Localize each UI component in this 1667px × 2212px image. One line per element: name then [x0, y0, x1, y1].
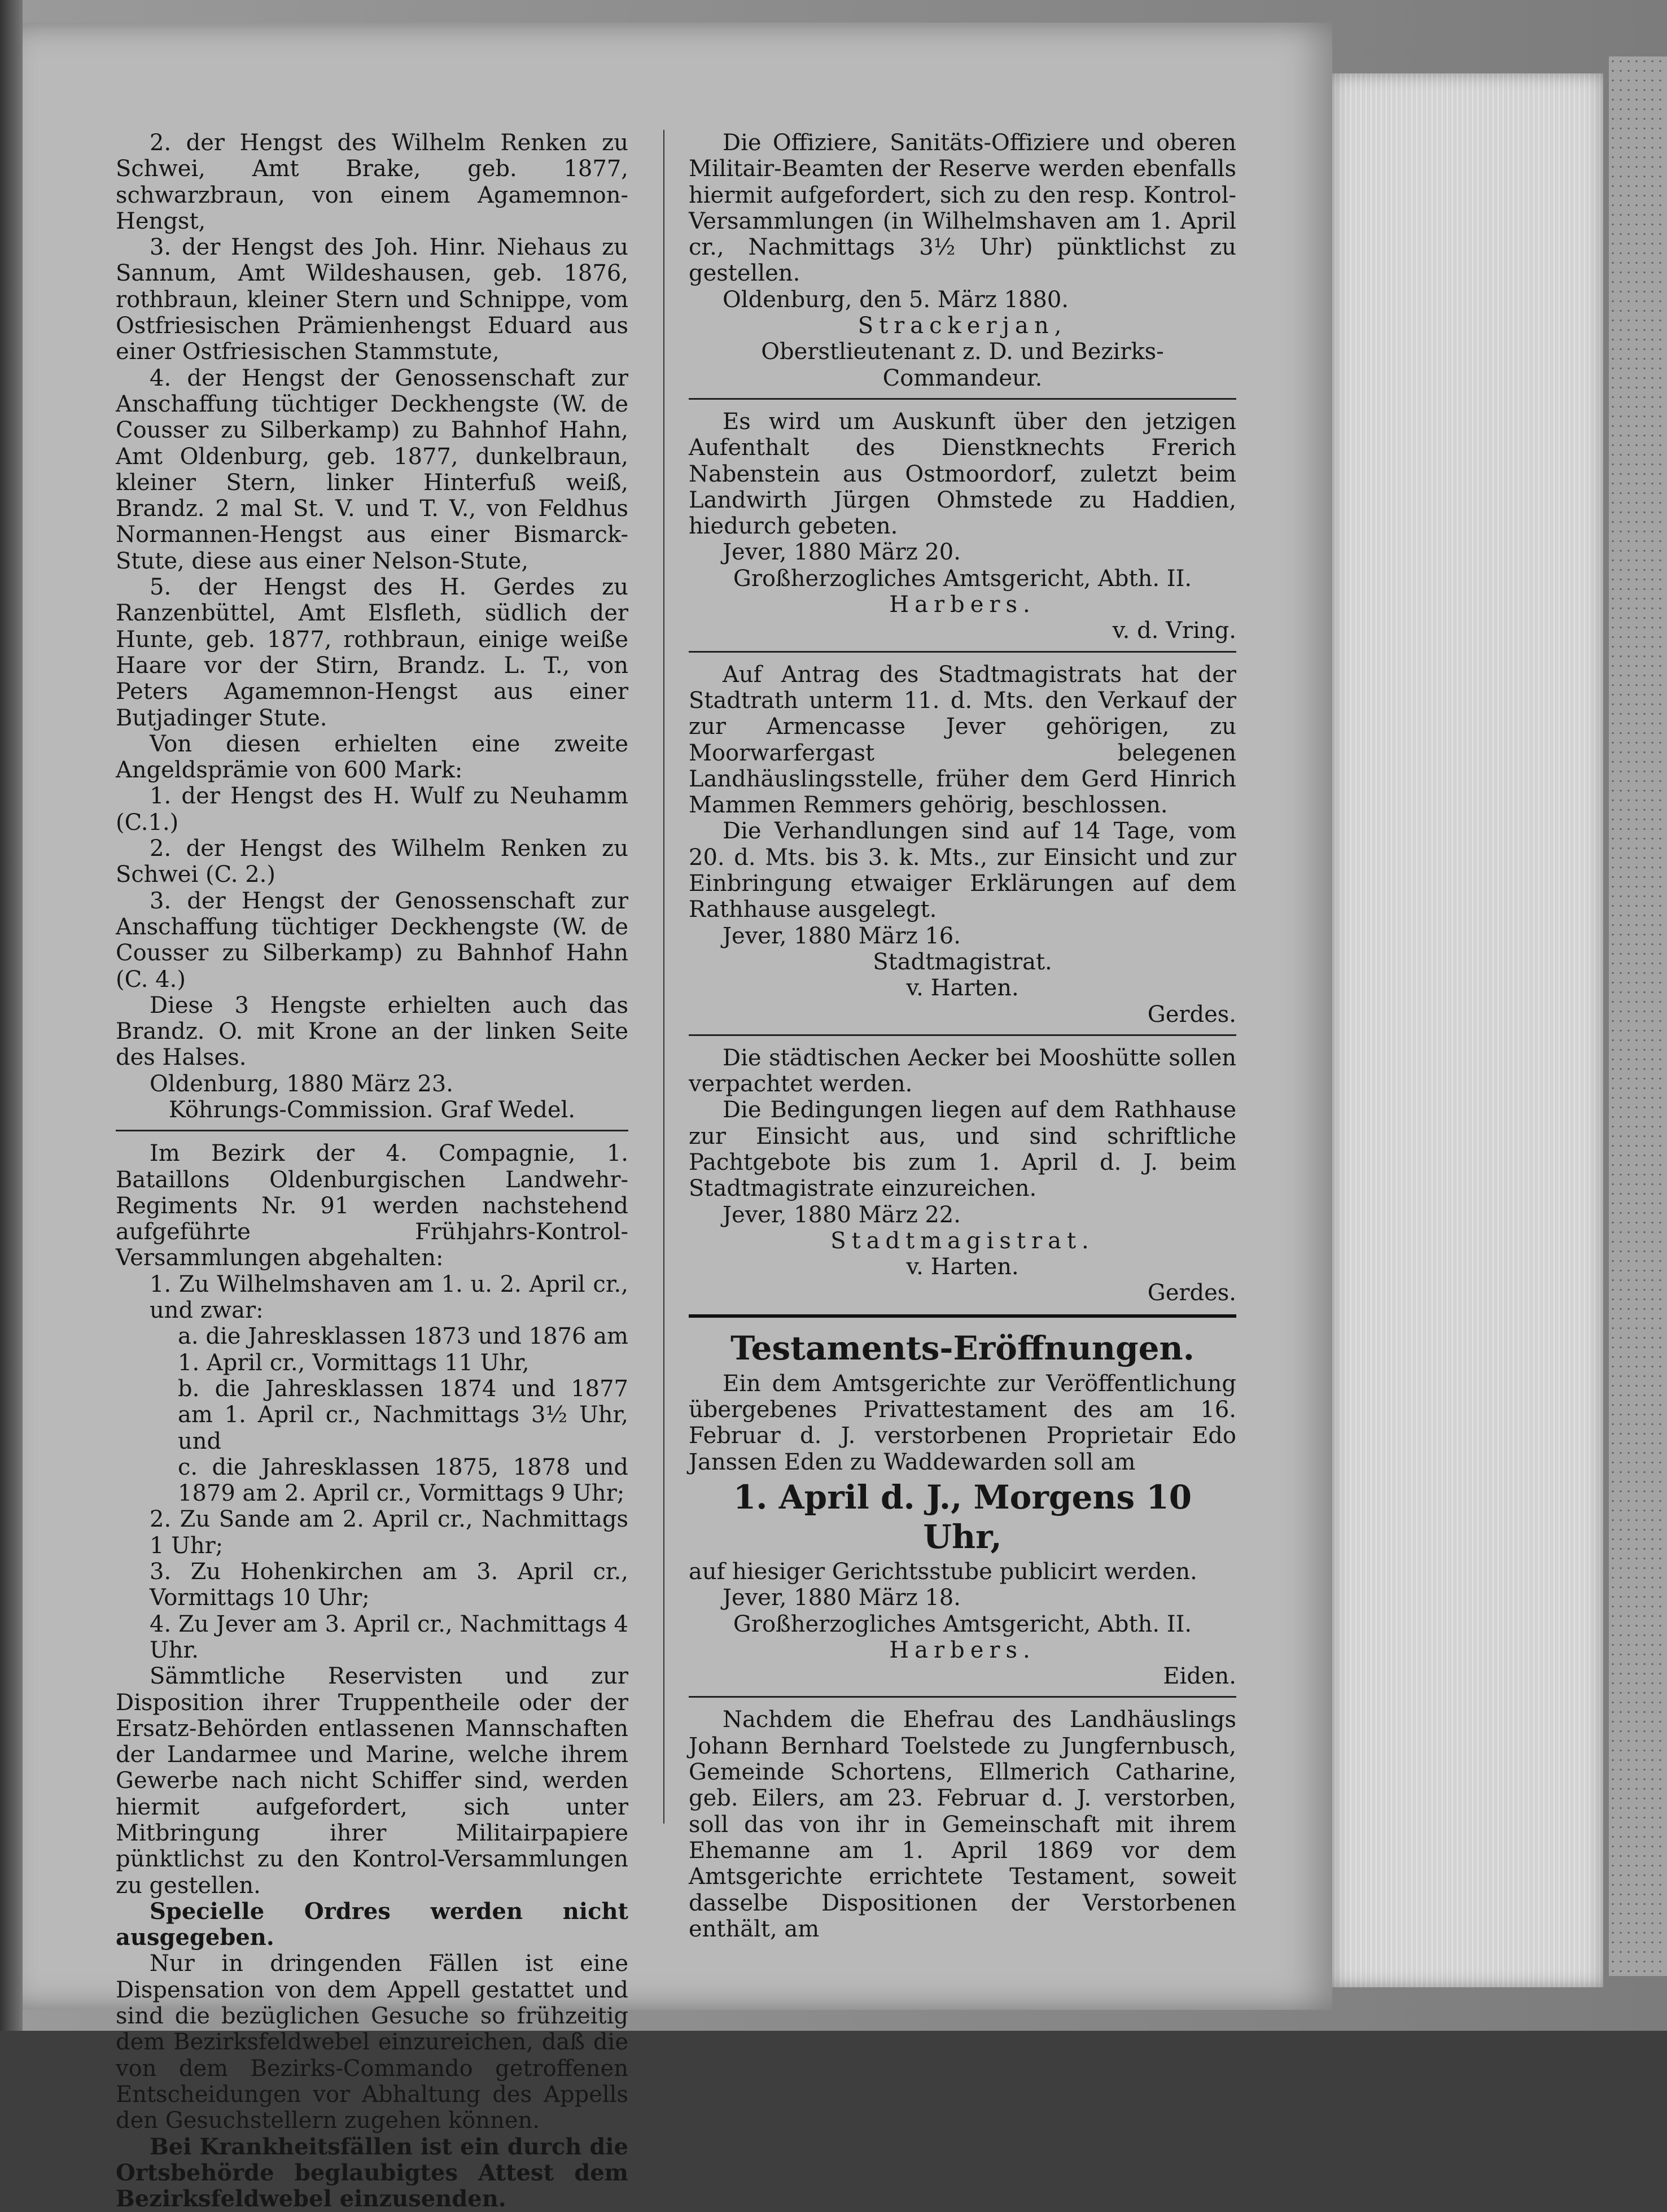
date-line: Jever, 1880 März 18.: [723, 1585, 961, 1611]
divider: [689, 398, 1236, 400]
paragraph: 5. der Hengst des H. Gerdes zu Ranzenbüttel, Amt Elsfleth, südlich der Hunte, geb. 1877, rothbraun, einige weiße Haare vor der Stirn, Brandz. L. T., von Peters Agamemnon-Hengst aus einer Butjadinger Stute.: [116, 574, 628, 731]
paragraph: 2. der Hengst des Wilhelm Renken zu Schwei (C. 2.): [116, 836, 628, 888]
divider: [689, 1696, 1236, 1698]
highlight-date: 1. April d. J., Morgens 10 Uhr,: [733, 1477, 1192, 1556]
book-cover-edge: [1609, 56, 1667, 1976]
divider: [689, 651, 1236, 653]
authority: Stadtmagistrat.: [873, 948, 1052, 975]
list-item: 1. Zu Wilhelmshaven am 1. u. 2. April cr., und zwar:: [150, 1271, 628, 1324]
paragraph: Nachdem die Ehefrau des Landhäuslings Johann Bernhard Toelstede zu Jungfernbusch, Gemeinde Schortens, Ellmerich Catharine, geb. Eilers, am 23. Februar d. J. verstorben, soll das von ihr in Gemeinschaft mit ihrem Ehemanne am 1. April 1869 vor dem Amtsgerichte errichtete Testament, soweit dasselbe Dispositionen der Verstorbenen enthält, am: [689, 1707, 1236, 1942]
signature: Gerdes.: [1147, 1280, 1236, 1306]
signature: Eiden.: [1163, 1663, 1236, 1690]
paragraph: 3. der Hengst des Joh. Hinr. Niehaus zu Sannum, Amt Wildeshausen, geb. 1876, rothbraun, kleiner Stern und Schnippe, vom Ostfriesischen Prämienhengst Eduard aus einer Ostfriesischen Stammstute,: [116, 234, 628, 365]
signature: Köhrungs-Commission. Graf Wedel.: [168, 1096, 576, 1123]
date-line: Oldenburg, 1880 März 23.: [150, 1070, 453, 1097]
authority: Stadtmagistrat.: [830, 1227, 1095, 1254]
paragraph: Die Verhandlungen sind auf 14 Tage, vom 20. d. Mts. bis 3. k. Mts., zur Einsicht und zur Einbringung etwaiger Erklärungen auf dem Rathhause ausgelegt.: [689, 818, 1236, 923]
paragraph: Nur in dringenden Fällen ist eine Dispensation von dem Appell gestattet und sind die bezüglichen Gesuche so frühzeitig dem Bezirksfeldwebel einzureichen, daß die von dem Bezirks-Commando getroffenen Entscheidungen vor Abhaltung des Appells den Gesuchstellern zugehen können.: [116, 1951, 628, 2134]
paragraph: Sämmtliche Reservisten und zur Disposition ihrer Truppentheile oder der Ersatz-Behörden entlassenen Mannschaften der Landarmee und Marine, welche ihrem Gewerbe nach nicht Schiffer sind, werden hiermit aufgefordert, sich unter Mitbringung ihrer Militairpapiere pünktlichst zu den Kontrol-Versammlungen zu gestellen.: [116, 1663, 628, 1899]
divider: [689, 1034, 1236, 1036]
paragraph: Im Bezirk der 4. Compagnie, 1. Bataillons Oldenburgischen Landwehr-Regiments Nr. 91 werden nachstehend aufgeführte Frühjahrs-Kontrol-Versammlungen abgehalten:: [116, 1140, 628, 1271]
paragraph: 3. der Hengst der Genossenschaft zur Anschaffung tüchtiger Deckhengste (W. de Cousser zu Silberkamp) zu Bahnhof Hahn (C. 4.): [116, 888, 628, 993]
section-heading: Testaments-Eröffnungen.: [730, 1328, 1195, 1367]
authority: Großherzogliches Amtsgericht, Abth. II.: [733, 1611, 1192, 1637]
paragraph: 1. der Hengst des H. Wulf zu Neuhamm (C.1.): [116, 783, 628, 836]
paragraph: Es wird um Auskunft über den jetzigen Aufenthalt des Dienstknechts Frerich Nabenstein aus Ostmoordorf, zuletzt beim Landwirth Jürgen Ohmstede zu Haddien, hiedurch gebeten.: [689, 408, 1236, 540]
authority: Großherzogliches Amtsgericht, Abth. II.: [733, 565, 1192, 592]
paragraph: Auf Antrag des Stadtmagistrats hat der Stadtrath unterm 11. d. Mts. den Verkauf der zur Armencasse Jever gehörigen, zu Moorwarfergast belegenen Landhäuslingsstelle, früher dem Gerd Hinrich Mammen Remmers gehörig, beschlossen.: [689, 661, 1236, 819]
paragraph: 2. der Hengst des Wilhelm Renken zu Schwei, Amt Brake, geb. 1877, schwarzbraun, von einem Agamemnon-Hengst,: [116, 130, 628, 234]
book-gutter: [0, 0, 23, 2031]
date-line: Oldenburg, den 5. März 1880.: [723, 286, 1069, 313]
date-line: Jever, 1880 März 20.: [723, 539, 961, 566]
paragraph: Diese 3 Hengste erhielten auch das Brandz. O. mit Krone an der linken Seite des Halses.: [116, 992, 628, 1071]
signature-title: Oberstlieutenant z. D. und Bezirks-Commandeur.: [761, 339, 1164, 391]
list-item: a. die Jahresklassen 1873 und 1876 am 1. April cr., Vormittags 11 Uhr,: [178, 1323, 628, 1376]
list-item: c. die Jahresklassen 1875, 1878 und 1879 am 2. April cr., Vormittags 9 Uhr;: [178, 1454, 628, 1507]
paragraph: 4. der Hengst der Genossenschaft zur Anschaffung tüchtiger Deckhengste (W. de Cousser zu Silberkamp) zu Bahnhof Hahn, Amt Oldenburg, geb. 1877, dunkelbraun, kleiner Stern, linker Hinterfuß weiß, Brandz. 2 mal St. V. und T. V., von Feldhus Normannen-Hengst aus einer Bismarck-Stute, diese aus einer Nelson-Stute,: [116, 365, 628, 574]
signature: Harbers.: [889, 592, 1036, 618]
list-item: 3. Zu Hohenkirchen am 3. April cr., Vormittags 10 Uhr;: [150, 1559, 628, 1611]
section-divider: [689, 1314, 1236, 1318]
left-column: [116, 130, 628, 2212]
paragraph: Die Offiziere, Sanitäts-Offiziere und oberen Militair-Beamten der Reserve werden ebenfalls hiermit aufgefordert, sich zu den resp. Kontrol-Versammlungen (in Wilhelmshaven am 1. April cr., Nachmittags 3½ Uhr) pünktlichst zu gestellen.: [689, 130, 1236, 287]
signature: Gerdes.: [1147, 1001, 1236, 1028]
paragraph: Von diesen erhielten eine zweite Angeldsprämie von 600 Mark:: [116, 731, 628, 784]
paragraph: auf hiesiger Gerichtsstube publicirt werden.: [689, 1558, 1197, 1585]
date-line: Jever, 1880 März 22.: [723, 1201, 961, 1228]
bold-notice: Bei Krankheitsfällen ist ein durch die Ortsbehörde beglaubigtes Attest dem Bezirksfeldwebel einzusenden.: [116, 2133, 628, 2212]
list-item: 2. Zu Sande am 2. April cr., Nachmittags 1 Uhr;: [150, 1506, 628, 1559]
signature: Harbers.: [889, 1637, 1036, 1663]
paragraph: Ein dem Amtsgerichte zur Veröffentlichung übergebenes Privattestament des am 16. Februar d. J. verstorbenen Proprietair Edo Janssen Eden zu Waddewarden soll am: [689, 1370, 1236, 1475]
signature: v. Harten.: [906, 975, 1019, 1002]
paragraph: Die Bedingungen liegen auf dem Rathhause zur Einsicht aus, und sind schriftliche Pachtgebote bis zum 1. April d. J. beim Stadtmagistrate einzureichen.: [689, 1097, 1236, 1202]
date-line: Jever, 1880 März 16.: [723, 923, 961, 949]
signature: v. d. Vring.: [1112, 618, 1236, 644]
paragraph: Die städtischen Aecker bei Mooshütte sollen verpachtet werden.: [689, 1044, 1236, 1098]
signature: v. Harten.: [906, 1254, 1019, 1280]
column-divider: [663, 130, 664, 1824]
list-item: b. die Jahresklassen 1874 und 1877 am 1. April cr., Nachmittags 3½ Uhr, und: [178, 1375, 628, 1454]
page-edges: [1332, 73, 1603, 1987]
bold-notice: Specielle Ordres werden nicht ausgegeben.: [116, 1898, 628, 1951]
right-column: [689, 130, 1236, 1942]
divider: [116, 1130, 628, 1131]
signature: Strackerjan,: [857, 313, 1067, 339]
list-item: 4. Zu Jever am 3. April cr., Nachmittags 4 Uhr.: [150, 1611, 628, 1663]
